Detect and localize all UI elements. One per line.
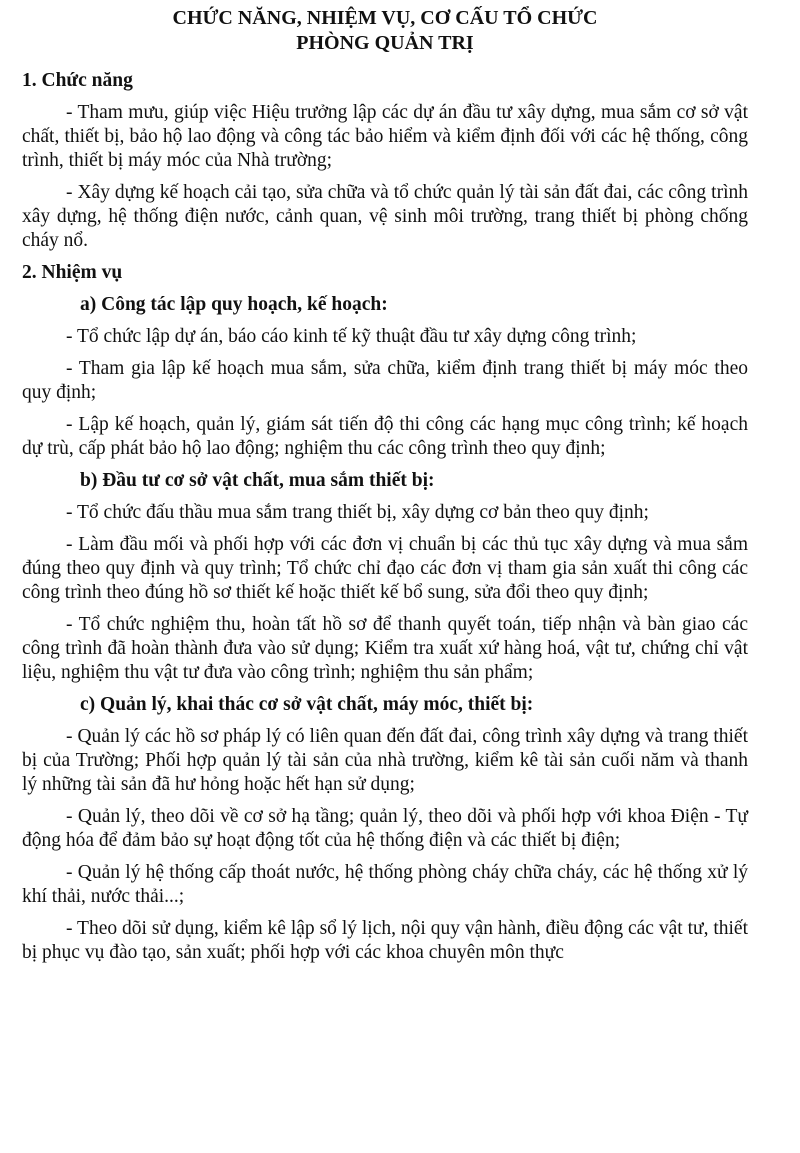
subsection-a-paragraph: - Tham gia lập kế hoạch mua sắm, sửa chữa, kiểm định trang thiết bị máy móc theo quy định; [22, 358, 748, 403]
subsection-a-paragraph: - Lập kế hoạch, quản lý, giám sát tiến độ thi công các hạng mục công trình; kế hoạch dự trù, cấp phát bảo hộ lao động; nghiệm thu các công trình theo quy định; [22, 414, 748, 459]
subsection-b-paragraph: - Làm đầu mối và phối hợp với các đơn vị chuẩn bị các thủ tục xây dựng và mua sắm đúng theo quy định và quy trình; Tổ chức chỉ đạo các đơn vị tham gia sản xuất thi công các công trình theo đúng hồ sơ thiết kế hoặc thiết kế bổ sung, sửa đổi theo quy định; [22, 534, 748, 603]
subsection-c-paragraph: - Theo dõi sử dụng, kiểm kê lập sổ lý lịch, nội quy vận hành, điều động các vật tư, thiết bị phục vụ đào tạo, sản xuất; phối hợp với các khoa chuyên môn thực [22, 918, 748, 963]
subsection-b-paragraph: - Tổ chức đấu thầu mua sắm trang thiết bị, xây dựng cơ bản theo quy định; [66, 502, 649, 523]
document-page [22, 6, 748, 973]
subsection-c-paragraph: - Quản lý, theo dõi về cơ sở hạ tầng; quản lý, theo dõi và phối hợp với khoa Điện - Tự động hóa để đảm bảo sự hoạt động tốt của hệ thống điện và các thiết bị điện; [22, 806, 748, 851]
section-1-heading: 1. Chức năng [22, 70, 133, 91]
title-line-1: CHỨC NĂNG, NHIỆM VỤ, CƠ CẤU TỔ CHỨC [172, 7, 598, 29]
document-title [22, 6, 748, 56]
subsection-b-paragraph: - Tổ chức nghiệm thu, hoàn tất hồ sơ để thanh quyết toán, tiếp nhận và bàn giao các công trình đã hoàn thành đưa vào sử dụng; Kiểm tra xuất xứ hàng hoá, vật tư, chứng chỉ vật liệu, nghiệm thu vật tư đưa vào công trình; nghiệm thu sản phẩm; [22, 614, 748, 683]
subsection-a-paragraph: - Tổ chức lập dự án, báo cáo kinh tế kỹ thuật đầu tư xây dựng công trình; [66, 326, 637, 347]
title-line-2: PHÒNG QUẢN TRỊ [296, 32, 474, 54]
section-2-heading: 2. Nhiệm vụ [22, 262, 123, 283]
subsection-c-paragraph: - Quản lý hệ thống cấp thoát nước, hệ thống phòng cháy chữa cháy, các hệ thống xử lý khí thải, nước thải...; [22, 862, 748, 907]
section-1-paragraph: - Tham mưu, giúp việc Hiệu trưởng lập các dự án đầu tư xây dựng, mua sắm cơ sở vật chất, thiết bị, bảo hộ lao động và công tác bảo hiểm và kiểm định đối với các hệ thống, công trình, thiết bị máy móc của Nhà trường; [22, 102, 748, 171]
subsection-a-heading: a) Công tác lập quy hoạch, kế hoạch: [80, 294, 388, 315]
subsection-b-heading: b) Đầu tư cơ sở vật chất, mua sắm thiết bị: [80, 470, 435, 491]
subsection-c-paragraph: - Quản lý các hồ sơ pháp lý có liên quan đến đất đai, công trình xây dựng và trang thiết bị của Trường; Phối hợp quản lý tài sản của nhà trường, kiểm kê tài sản cuối năm và thanh lý những tài sản đã hư hỏng hoặc hết hạn sử dụng; [22, 726, 748, 795]
section-1-paragraph: - Xây dựng kế hoạch cải tạo, sửa chữa và tổ chức quản lý tài sản đất đai, các công trình xây dựng, hệ thống điện nước, cảnh quan, vệ sinh môi trường, trang thiết bị phòng chống cháy nổ. [22, 182, 748, 251]
subsection-c-heading: c) Quản lý, khai thác cơ sở vật chất, máy móc, thiết bị: [80, 694, 534, 715]
